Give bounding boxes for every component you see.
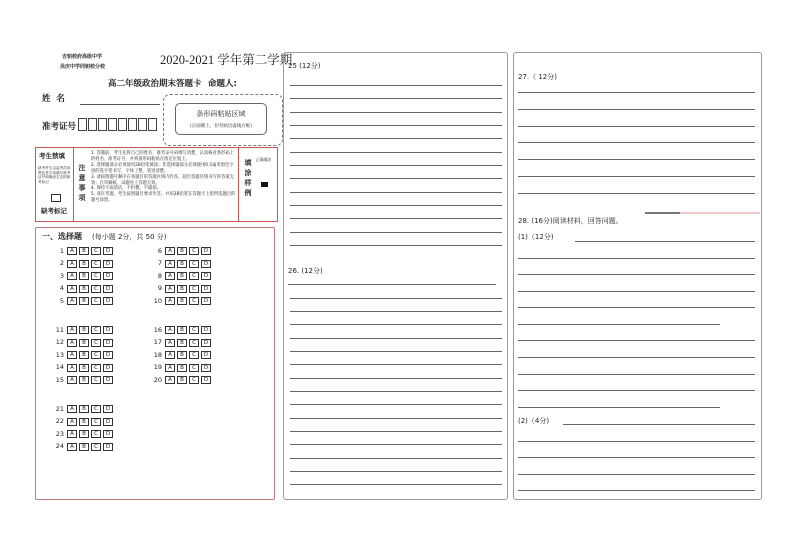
option-bubble-d: D [103,405,113,413]
option-bubble-d: D [103,443,113,451]
option-bubble-d: D [201,339,211,347]
exam-id-digit-box [138,118,147,131]
option-bubble-a: A [67,260,77,268]
option-bubble-d: D [201,326,211,334]
option-bubble-a: A [67,405,77,413]
option-bubble-d: D [103,430,113,438]
option-bubble-a: A [67,376,77,384]
option-bubble-b: B [79,418,89,426]
option-bubble-a: A [67,297,77,305]
option-bubble-a: A [67,326,77,334]
question-number: 7 [157,259,162,267]
option-bubble-c: C [91,326,101,334]
answer-line [290,311,502,312]
answer-line [518,159,755,160]
option-bubble-b: B [79,247,89,255]
question-28-part2-label: (2)（4分) [518,417,550,425]
option-bubble-d: D [201,376,211,384]
option-bubble-d: D [201,260,211,268]
answer-line [290,338,502,339]
question-number: 24 [55,442,64,450]
question-number: 13 [55,350,64,359]
notice-divider [73,148,74,221]
notice-item: 3. 请按照题号顺序在各题目的答题区域内作答，超出答题区域书写的答案无效；在草稿纸、试题卷上答题无效。 [91,174,234,186]
answer-line [290,324,502,325]
answer-line [290,98,502,99]
fill-sample-label: 填涂样例 [244,159,252,199]
option-bubble-a: A [165,285,175,293]
option-bubble-a: A [165,272,175,280]
option-bubble-a: A [165,247,175,255]
answer-line [290,391,502,392]
answer-line [518,457,755,458]
answer-line [518,291,755,292]
question-number: 22 [55,417,64,425]
option-bubble-c: C [91,418,101,426]
option-bubble-a: A [67,272,77,280]
option-bubble-c: C [91,443,101,451]
answer-line [518,407,720,408]
barcode-note: (正面朝上，切勿贴出虚线方框) [189,124,252,129]
answer-line [563,424,755,425]
exam-id-digit-box [78,118,87,131]
option-bubble-c: C [91,376,101,384]
exam-id-digit-box [98,118,107,131]
answer-line [290,378,502,379]
option-bubble-b: B [177,364,187,372]
school-name-line2: 吴庆中学同钥校分校 [60,64,106,70]
answer-line [518,324,720,325]
option-bubble-d: D [201,297,211,305]
option-bubble-d: D [201,285,211,293]
option-bubble-c: C [189,326,199,334]
barcode-sticker-area [175,103,267,135]
option-bubble-a: A [165,351,175,359]
option-bubble-d: D [201,351,211,359]
question-number: 4 [59,284,64,292]
option-bubble-b: B [177,285,187,293]
answer-line [518,258,755,259]
answer-line [290,484,502,485]
option-bubble-d: D [103,260,113,268]
question-26-label: 26. (12分) [288,267,323,275]
answer-line [518,441,755,442]
option-bubble-b: B [177,260,187,268]
notice-item: 2. 选择题部分必须使用2B铅笔填涂；非选择题部分必须使用0.5毫米黑色字迹的签字笔书写，字体工整、笔迹清楚。 [91,162,234,174]
option-bubble-d: D [103,285,113,293]
question-number: 12 [55,338,64,346]
option-bubble-c: C [189,247,199,255]
question-number: 2 [59,259,64,267]
absent-instruction: 缺考考生由监考员用黑色签字笔填写准考证号和填涂右边的缺考标记 [38,166,71,184]
answer-sheet-subtitle: 高二年级政治期末答题卡 [108,79,202,89]
option-bubble-b: B [79,272,89,280]
option-bubble-b: B [177,339,187,347]
option-bubble-b: B [177,326,187,334]
answer-line [518,109,755,110]
answer-line [518,92,755,93]
option-bubble-a: A [67,418,77,426]
option-bubble-a: A [67,247,77,255]
question-25-label: 25 (12分) [288,62,321,70]
question-28-label: 28. (16分)阅读材料，回答问题。 [518,217,623,225]
notice-item: 4. 保持卡面清洁，不折叠，不破损。 [91,186,161,192]
option-bubble-d: D [103,272,113,280]
question-28-part1-label: (1)（12分) [518,233,554,241]
answer-line [290,351,502,352]
correct-fill-label: 正确填涂 [256,157,272,162]
option-bubble-d: D [103,351,113,359]
option-bubble-d: D [201,364,211,372]
option-bubble-a: A [67,364,77,372]
question-number: 3 [59,271,64,280]
answer-line [290,245,502,246]
option-bubble-a: A [165,260,175,268]
question-number: 8 [157,271,162,280]
option-bubble-b: B [79,326,89,334]
answer-line [290,218,502,219]
school-name-line1: 吉钥校府高级中学 [62,54,103,60]
answer-line [290,404,502,405]
answer-line [518,142,755,143]
question-number: 1 [59,246,64,255]
exam-id-digit-box [128,118,137,131]
notice-item: 5. 请在考题，考生按照题目要求作答，并用2B铅笔在答题卡上把所选题目的题号涂黑。 [91,192,236,204]
question-number: 16 [153,325,162,334]
option-bubble-a: A [67,443,77,451]
answer-line [290,112,502,113]
option-bubble-b: B [79,405,89,413]
answer-line [518,340,755,341]
option-bubble-c: C [189,285,199,293]
option-bubble-b: B [177,272,187,280]
answer-line [290,85,502,86]
notice-item: 1. 答题前，考生先将自己的姓名、准考证号码填写清楚，认真核对条形码上的姓名、准考证号，并将条形码粘贴在指定位置上。 [91,151,234,162]
option-bubble-a: A [67,351,77,359]
answer-line [290,152,502,153]
option-bubble-c: C [91,351,101,359]
answer-line [518,126,755,127]
question-number: 17 [153,338,162,346]
exam-id-digit-box [88,118,97,131]
choice-section-title: 一、选择题 [42,232,82,241]
option-bubble-b: B [79,351,89,359]
option-bubble-a: A [165,364,175,372]
question-number: 18 [153,350,162,359]
answer-line [290,431,502,432]
option-bubble-d: D [103,339,113,347]
question-number: 21 [55,404,64,413]
option-bubble-b: B [79,376,89,384]
option-bubble-b: B [177,297,187,305]
question-27-label: 27.（ 12分) [518,73,557,81]
exam-id-digit-box [108,118,117,131]
question-number: 23 [55,429,64,438]
notice-title: 注意事项 [78,164,86,204]
option-bubble-c: C [189,376,199,384]
answer-line [290,138,502,139]
barcode-title: 条形码粘贴区域 [196,110,246,118]
option-bubble-b: B [79,285,89,293]
option-bubble-a: A [165,297,175,305]
answer-line [290,178,502,179]
answer-line [518,274,755,275]
answer-line [518,490,755,491]
exam-term-title: 2020-2021 学年第二学期 [160,53,293,67]
option-bubble-c: C [91,247,101,255]
notice-table [35,147,278,222]
answer-line [518,357,755,358]
option-bubble-a: A [165,339,175,347]
answer-line [575,241,755,242]
option-bubble-a: A [67,339,77,347]
option-bubble-b: B [79,430,89,438]
option-bubble-d: D [201,272,211,280]
option-bubble-d: D [103,297,113,305]
option-bubble-c: C [91,272,101,280]
answer-line [290,458,502,459]
option-bubble-c: C [91,405,101,413]
answer-line [290,444,502,445]
option-bubble-c: C [189,339,199,347]
option-bubble-d: D [103,418,113,426]
exam-id-label: 准考证号 [42,122,77,132]
option-bubble-b: B [177,376,187,384]
option-bubble-b: B [79,297,89,305]
option-bubble-a: A [165,326,175,334]
option-bubble-b: B [79,260,89,268]
question-number: 14 [55,363,64,371]
answer-line [518,390,755,391]
option-bubble-a: A [165,376,175,384]
option-bubble-c: C [189,364,199,372]
answer-line [288,284,496,285]
option-bubble-c: C [189,351,199,359]
option-bubble-d: D [103,376,113,384]
option-bubble-c: C [189,297,199,305]
option-bubble-a: A [67,285,77,293]
question-number: 11 [55,325,64,334]
option-bubble-d: D [103,326,113,334]
notice-divider [238,148,239,221]
answer-line [290,364,502,365]
option-bubble-c: C [91,260,101,268]
option-bubble-b: B [79,339,89,347]
option-bubble-c: C [91,285,101,293]
essay-panel-middle [283,52,508,500]
option-bubble-b: B [177,247,187,255]
candidate-forbidden-label: 考生禁填 [39,152,65,160]
name-field-line [80,104,160,105]
divider-bar [645,212,680,214]
divider-bar-tint [680,212,760,214]
answer-line [518,176,755,177]
answer-line [518,307,755,308]
exam-id-digit-box [148,118,157,131]
filled-sample-mark [261,182,268,187]
option-bubble-a: A [67,430,77,438]
name-label: 姓 名 [42,94,65,104]
question-setter-label: 命题人: [208,79,237,89]
option-bubble-b: B [177,351,187,359]
choice-section-rule: (每小题 2分，共 50 分) [92,233,167,241]
option-bubble-c: C [189,272,199,280]
answer-line [290,165,502,166]
absent-mark-label: 缺考标记 [41,207,67,215]
option-bubble-c: C [189,260,199,268]
option-bubble-b: B [79,364,89,372]
answer-line [290,125,502,126]
answer-line [290,471,502,472]
answer-line [290,192,502,193]
question-number: 19 [153,363,162,371]
absent-mark-box [51,194,61,202]
option-bubble-d: D [103,364,113,372]
option-bubble-b: B [79,443,89,451]
answer-line [290,232,502,233]
essay-panel-right [513,52,762,500]
option-bubble-c: C [91,297,101,305]
question-number: 5 [59,296,64,305]
question-number: 10 [153,296,162,305]
answer-line [290,205,502,206]
option-bubble-c: C [91,339,101,347]
question-number: 15 [55,375,64,384]
answer-line [290,418,502,419]
question-number: 9 [157,284,162,292]
option-bubble-c: C [91,430,101,438]
question-number: 20 [153,375,162,384]
answer-line [518,474,755,475]
answer-line [518,374,755,375]
notice-items [91,151,237,204]
answer-line [518,193,755,194]
answer-line [290,298,502,299]
option-bubble-c: C [91,364,101,372]
option-bubble-d: D [201,247,211,255]
option-bubble-d: D [103,247,113,255]
exam-id-digit-box [118,118,127,131]
question-number: 6 [157,246,162,255]
